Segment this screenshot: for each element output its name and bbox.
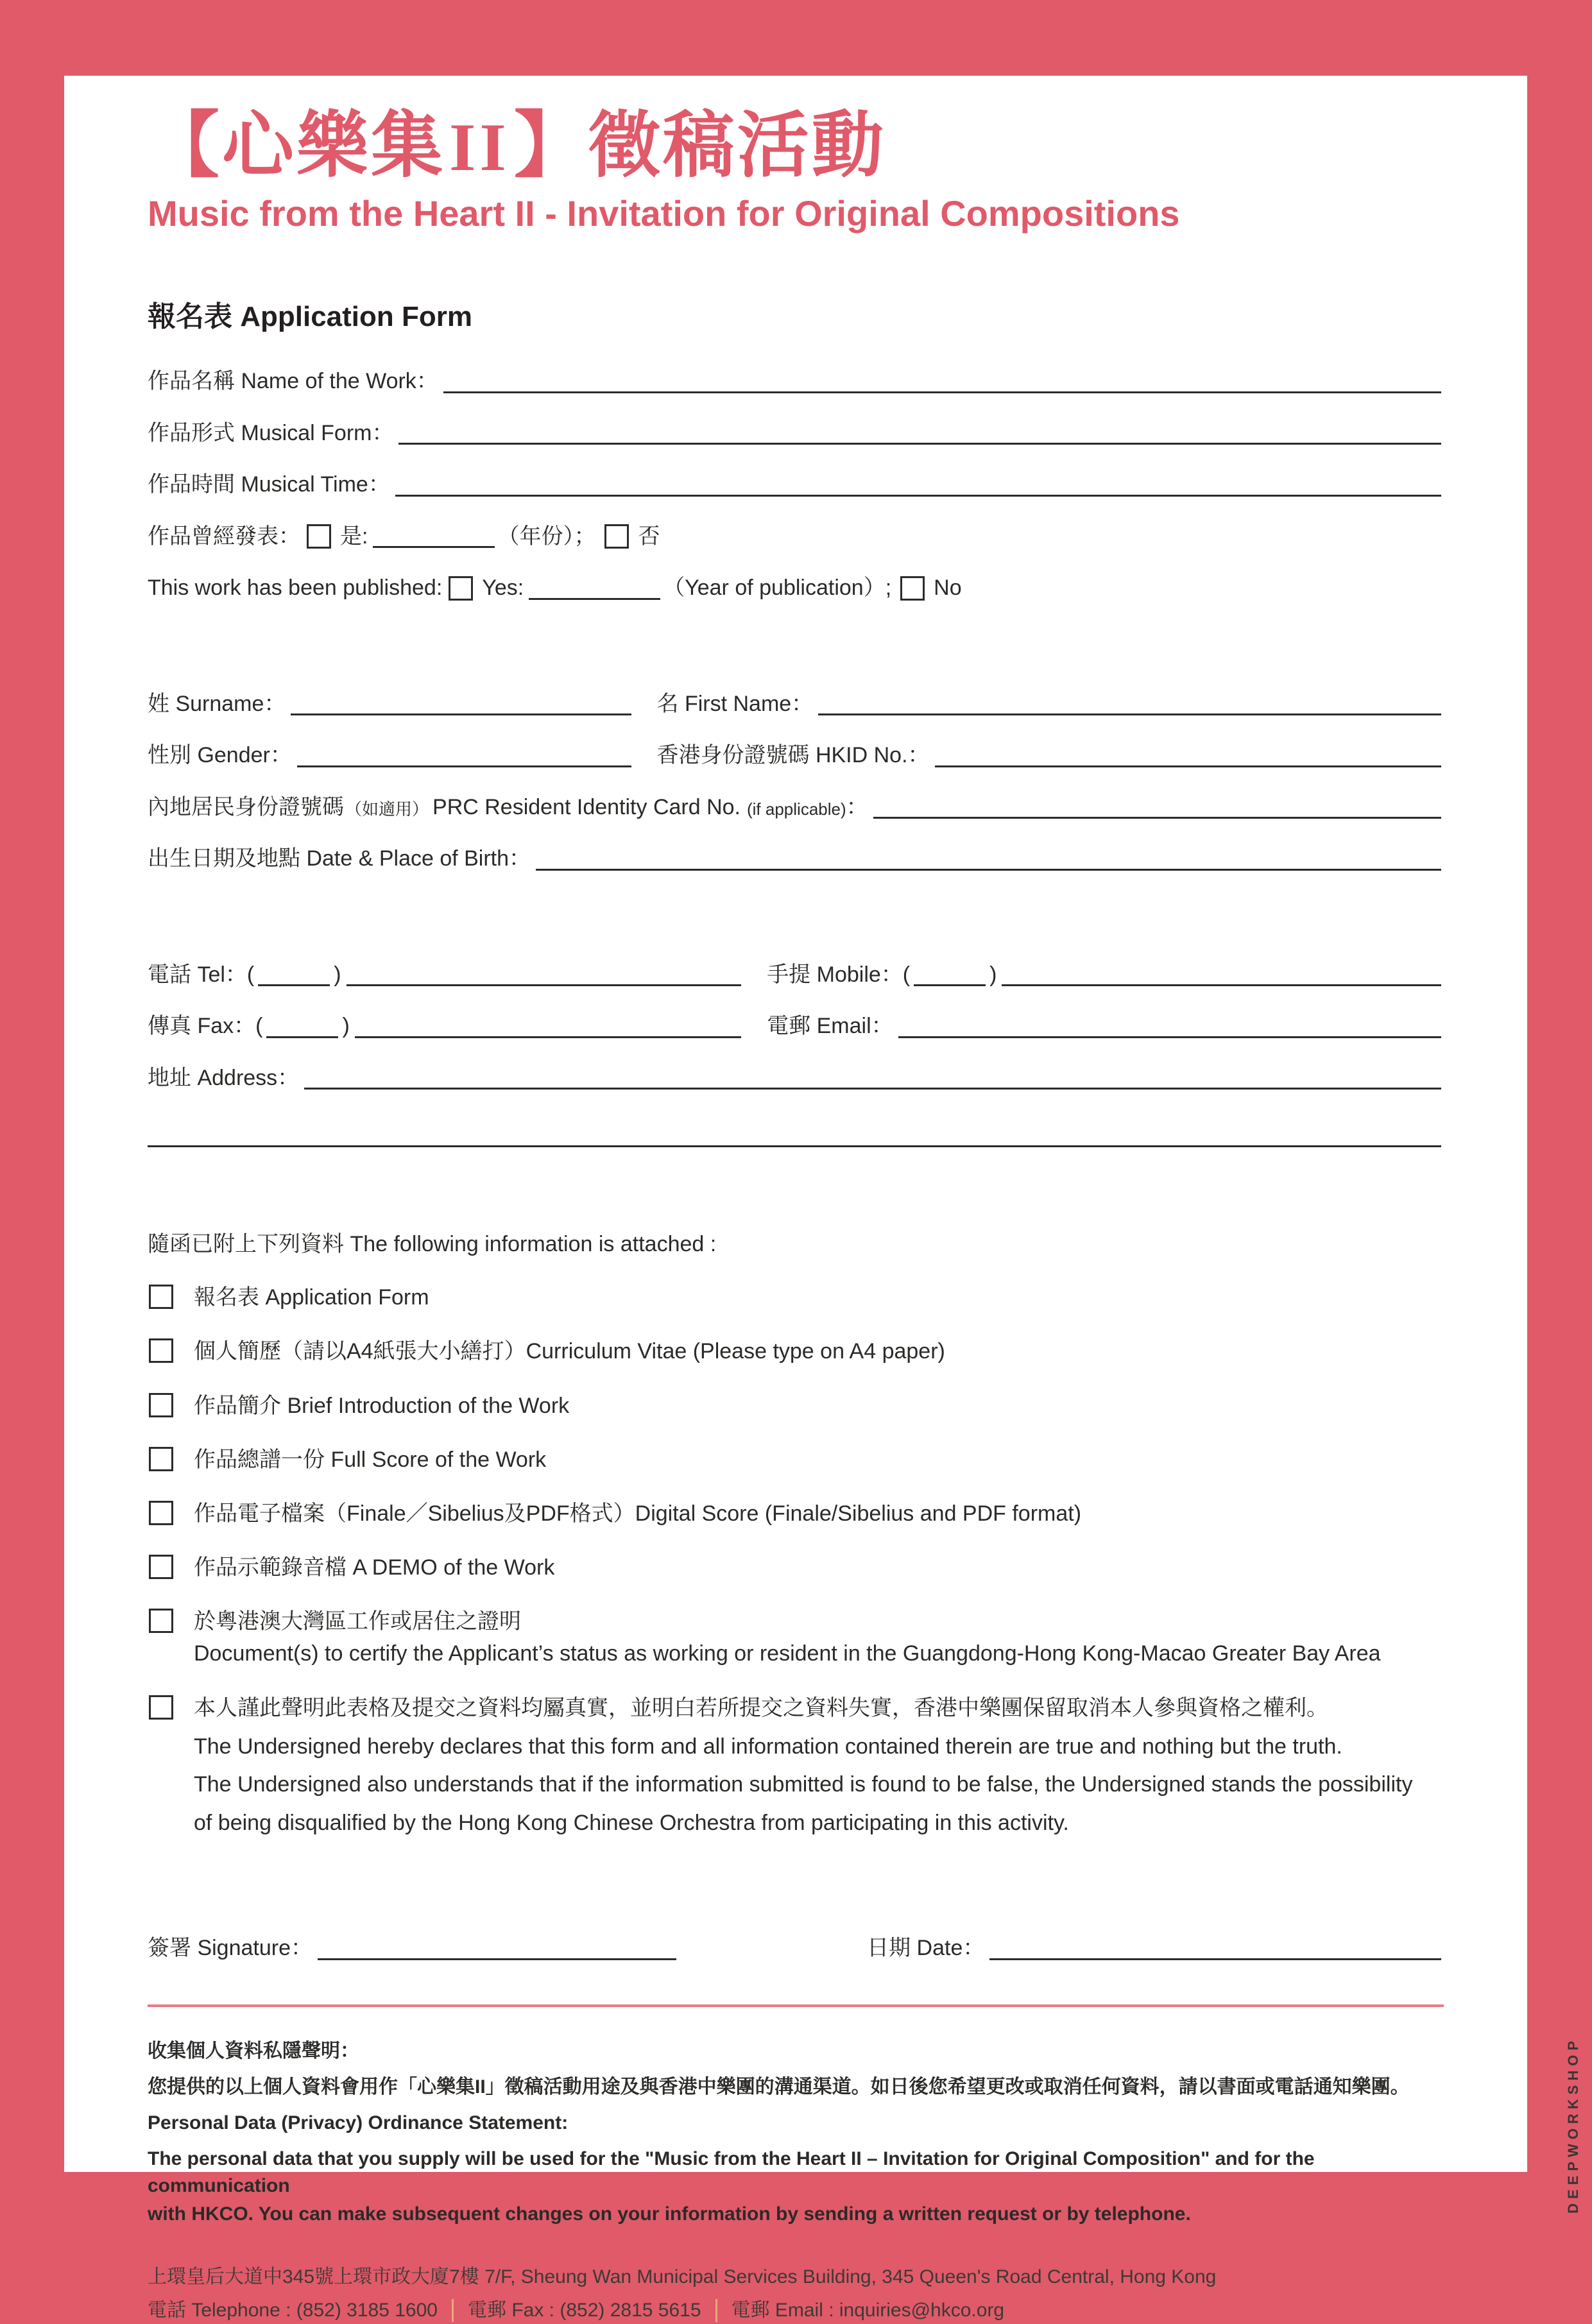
first-name-segment bbox=[657, 690, 1444, 718]
tel-paren-close: ) bbox=[334, 962, 341, 987]
gender-field[interactable] bbox=[297, 744, 631, 767]
birth-field[interactable] bbox=[536, 847, 1441, 871]
hkid-segment bbox=[657, 742, 1444, 769]
date-label: 日期 Date： bbox=[867, 1936, 985, 1961]
checklist-item-digital-score bbox=[148, 1499, 1444, 1528]
row-signature-date bbox=[148, 1935, 1444, 1962]
footer bbox=[148, 2264, 1444, 2324]
declaration-checkbox[interactable] bbox=[149, 1695, 173, 1720]
tel-label: 電話 Tel： bbox=[148, 962, 247, 987]
date-segment bbox=[867, 1935, 1444, 1962]
signature-segment bbox=[148, 1935, 679, 1962]
privacy-en-line: The personal data that you supply will be used for the "Music from the Heart II – Invitation for Original Composition" and for the communication bbox=[148, 2148, 1315, 2196]
row-address bbox=[148, 1064, 1444, 1092]
published-yes-en-checkbox[interactable] bbox=[449, 576, 473, 601]
prc-id-label-zh-small: （如適用） bbox=[345, 799, 429, 819]
checklist-item-declaration bbox=[148, 1694, 1444, 1839]
address-field[interactable] bbox=[304, 1066, 1441, 1089]
prc-id-colon: ： bbox=[846, 794, 868, 819]
row-tel-mobile bbox=[148, 961, 1444, 989]
row-fax-email bbox=[148, 1012, 1444, 1040]
gba-proof-zh: 於粵港澳大灣區工作或居住之證明 bbox=[194, 1609, 521, 1634]
checklist-item-brief-intro bbox=[148, 1392, 1444, 1420]
published-no-en-checkbox[interactable] bbox=[900, 576, 925, 601]
fax-field[interactable] bbox=[355, 1014, 741, 1038]
mobile-area-field[interactable] bbox=[914, 962, 986, 986]
title-zh-pre: 【心樂集 bbox=[148, 105, 445, 185]
form-sheet bbox=[64, 76, 1527, 2321]
separator-bar bbox=[715, 2299, 717, 2322]
fax-area-field[interactable] bbox=[266, 1014, 338, 1038]
musical-time-label: 作品時間 Musical Time： bbox=[148, 472, 390, 497]
declaration-en-line: of being disqualified by the Hong Kong Chinese Orchestra from participating in this activity. bbox=[194, 1811, 1069, 1836]
fax-segment bbox=[148, 1012, 744, 1040]
gba-proof-checkbox[interactable] bbox=[149, 1609, 173, 1633]
gba-proof-text bbox=[194, 1607, 1444, 1668]
date-field[interactable] bbox=[989, 1936, 1441, 1960]
published-zh-label: 作品曾經發表： bbox=[148, 524, 300, 549]
page-title bbox=[148, 105, 1444, 186]
declaration-en-line: The Undersigned also understands that if the information submitted is found to be false, the Undersigned stands the possibility bbox=[194, 1772, 1413, 1797]
brief-intro-checkbox[interactable] bbox=[149, 1393, 173, 1417]
mobile-label: 手提 Mobile： bbox=[767, 962, 903, 987]
published-year-zh-field[interactable] bbox=[373, 524, 495, 548]
attachments-intro: 隨函已附上下列資料 The following information is attached : bbox=[148, 1232, 717, 1257]
row-musical-time bbox=[148, 471, 1444, 499]
address-field-2[interactable] bbox=[148, 1124, 1441, 1147]
row-birth bbox=[148, 845, 1444, 873]
mobile-paren-open: ( bbox=[902, 962, 911, 987]
checklist-item-label: 作品簡介 Brief Introduction of the Work bbox=[194, 1393, 570, 1418]
surname-label: 姓 Surname： bbox=[148, 691, 286, 716]
full-score-checkbox[interactable] bbox=[149, 1447, 173, 1471]
fax-paren-close: ) bbox=[342, 1014, 350, 1039]
row-published-zh bbox=[148, 523, 1444, 551]
tel-field[interactable] bbox=[347, 962, 742, 986]
prc-id-label-zh: 內地居民身份證號碼 bbox=[148, 794, 344, 819]
checklist-item-cv bbox=[148, 1337, 1444, 1365]
checklist-item-demo bbox=[148, 1553, 1444, 1582]
email-field[interactable] bbox=[898, 1014, 1441, 1038]
prc-id-label-en: PRC Resident Identity Card No. bbox=[432, 794, 740, 819]
published-no-zh-checkbox[interactable] bbox=[604, 524, 629, 549]
surname-field[interactable] bbox=[291, 692, 631, 715]
printer-imprint: DEEPWORKSHOP bbox=[1565, 2037, 1581, 2214]
work-name-label: 作品名稱 Name of the Work： bbox=[148, 369, 438, 394]
published-year-en-field[interactable] bbox=[529, 576, 660, 600]
privacy-divider bbox=[148, 2004, 1444, 2007]
footer-contact bbox=[148, 2297, 1444, 2324]
email-segment bbox=[767, 1012, 1444, 1040]
mobile-paren-close: ) bbox=[989, 962, 997, 987]
work-name-field[interactable] bbox=[443, 370, 1441, 393]
hkid-field[interactable] bbox=[935, 744, 1441, 767]
privacy-statement bbox=[148, 2038, 1444, 2228]
published-yes-zh-label: 是: bbox=[340, 524, 368, 549]
signature-label: 簽署 Signature： bbox=[148, 1936, 312, 1961]
prc-id-field[interactable] bbox=[873, 795, 1441, 819]
row-address-2 bbox=[148, 1124, 1444, 1149]
mobile-segment bbox=[767, 961, 1444, 989]
tel-paren-open: ( bbox=[246, 962, 255, 987]
musical-form-label: 作品形式 Musical Form： bbox=[148, 420, 394, 445]
page-subtitle: Music from the Heart II - Invitation for Original Compositions bbox=[148, 193, 1180, 234]
musical-time-field[interactable] bbox=[395, 473, 1441, 497]
privacy-en-line: with HKCO. You can make subsequent changes on your information by sending a written request or by telephone. bbox=[148, 2203, 1191, 2225]
email-label: 電郵 Email： bbox=[767, 1014, 893, 1039]
musical-form-field[interactable] bbox=[398, 421, 1441, 445]
checklist-item-label: 作品示範錄音檔 A DEMO of the Work bbox=[194, 1555, 555, 1580]
gender-segment bbox=[148, 742, 634, 769]
row-published-en bbox=[148, 574, 1444, 602]
tel-segment bbox=[148, 961, 744, 989]
declaration-en-line: The Undersigned hereby declares that this form and all information contained therein are true and nothing but the truth. bbox=[194, 1734, 1342, 1759]
mobile-field[interactable] bbox=[1002, 962, 1441, 986]
title-roman-numeral: II bbox=[449, 110, 510, 185]
privacy-en-title: Personal Data (Privacy) Ordinance Statement: bbox=[148, 2112, 569, 2133]
published-yes-en-label: Yes: bbox=[482, 576, 524, 601]
first-name-field[interactable] bbox=[818, 692, 1441, 715]
hkid-label: 香港身份證號碼 HKID No.： bbox=[656, 743, 930, 768]
published-en-label: This work has been published: bbox=[148, 576, 443, 601]
privacy-zh-body: 您提供的以上個人資料會用作「心樂集II」徵稿活動用途及與香港中樂團的溝通渠道。如日後您希望更改或取消任何資料，請以書面或電話通知樂團。 bbox=[148, 2076, 1410, 2098]
privacy-zh-title: 收集個人資料私隱聲明： bbox=[148, 2040, 359, 2062]
address-label: 地址 Address： bbox=[148, 1065, 300, 1090]
checklist-item-label: 個人簡歷（請以A4紙張大小繕打）Curriculum Vitae (Please type on A4 paper) bbox=[194, 1339, 945, 1364]
digital-score-checkbox[interactable] bbox=[149, 1501, 173, 1525]
surname-segment bbox=[148, 690, 634, 718]
row-gender-hkid bbox=[148, 742, 1444, 769]
cv-checkbox[interactable] bbox=[149, 1338, 173, 1363]
tel-area-field[interactable] bbox=[258, 962, 330, 986]
declaration-zh: 本人謹此聲明此表格及提交之資料均屬真實，並明白若所提交之資料失實，香港中樂團保留取消本人參與資格之權利。 bbox=[194, 1695, 1328, 1720]
gender-label: 性別 Gender： bbox=[148, 743, 292, 768]
checklist-item-application-form bbox=[148, 1283, 1444, 1312]
published-year-zh-label: （年份）； bbox=[497, 524, 596, 549]
checklist-item-label: 報名表 Application Form bbox=[194, 1285, 429, 1310]
checklist-item-label: 作品電子檔案（Finale／Sibelius及PDF格式）Digital Score (Finale/Sibelius and PDF format) bbox=[194, 1501, 1082, 1526]
fax-label: 傳真 Fax： bbox=[148, 1014, 256, 1039]
row-musical-form bbox=[148, 420, 1444, 447]
published-yes-zh-checkbox[interactable] bbox=[307, 524, 331, 549]
footer-telephone: 電話 Telephone : (852) 3185 1600 bbox=[148, 2299, 438, 2321]
published-no-en-label: No bbox=[934, 576, 962, 601]
declaration-text bbox=[194, 1694, 1444, 1839]
application-form-checkbox[interactable] bbox=[149, 1285, 173, 1309]
form-heading: 報名表 Application Form bbox=[148, 301, 472, 333]
published-year-en-label: （Year of publication）; bbox=[663, 576, 892, 601]
separator-bar bbox=[452, 2299, 454, 2322]
footer-fax: 電郵 Fax : (852) 2815 5615 bbox=[467, 2299, 701, 2321]
fax-paren-open: ( bbox=[255, 1014, 263, 1039]
title-zh-post: 】徵稿活動 bbox=[513, 105, 886, 185]
row-work-name bbox=[148, 368, 1444, 395]
signature-field[interactable] bbox=[318, 1936, 676, 1960]
demo-checkbox[interactable] bbox=[149, 1555, 173, 1579]
birth-label: 出生日期及地點 Date & Place of Birth： bbox=[148, 846, 531, 871]
checklist-item-full-score bbox=[148, 1446, 1444, 1474]
row-prc-id bbox=[148, 794, 1444, 821]
row-name bbox=[148, 690, 1444, 718]
first-name-label: 名 First Name： bbox=[656, 691, 814, 716]
prc-id-label-en-small: (if applicable) bbox=[747, 799, 846, 819]
gba-proof-en: Document(s) to certify the Applicant’s status as working or resident in the Guangdong-Hong Kong-Macao Greater Bay Area bbox=[194, 1641, 1381, 1666]
footer-email: 電郵 Email : inquiries@hkco.org bbox=[731, 2299, 1005, 2321]
checklist-item-label: 作品總譜一份 Full Score of the Work bbox=[194, 1447, 547, 1472]
checklist-item-gba-proof bbox=[148, 1607, 1444, 1668]
published-no-zh-label: 否 bbox=[638, 524, 660, 549]
footer-address: 上環皇后大道中345號上環市政大廈7樓 7/F, Sheung Wan Municipal Services Building, 345 Queen's Road Central, Hong Kong bbox=[148, 2266, 1217, 2287]
